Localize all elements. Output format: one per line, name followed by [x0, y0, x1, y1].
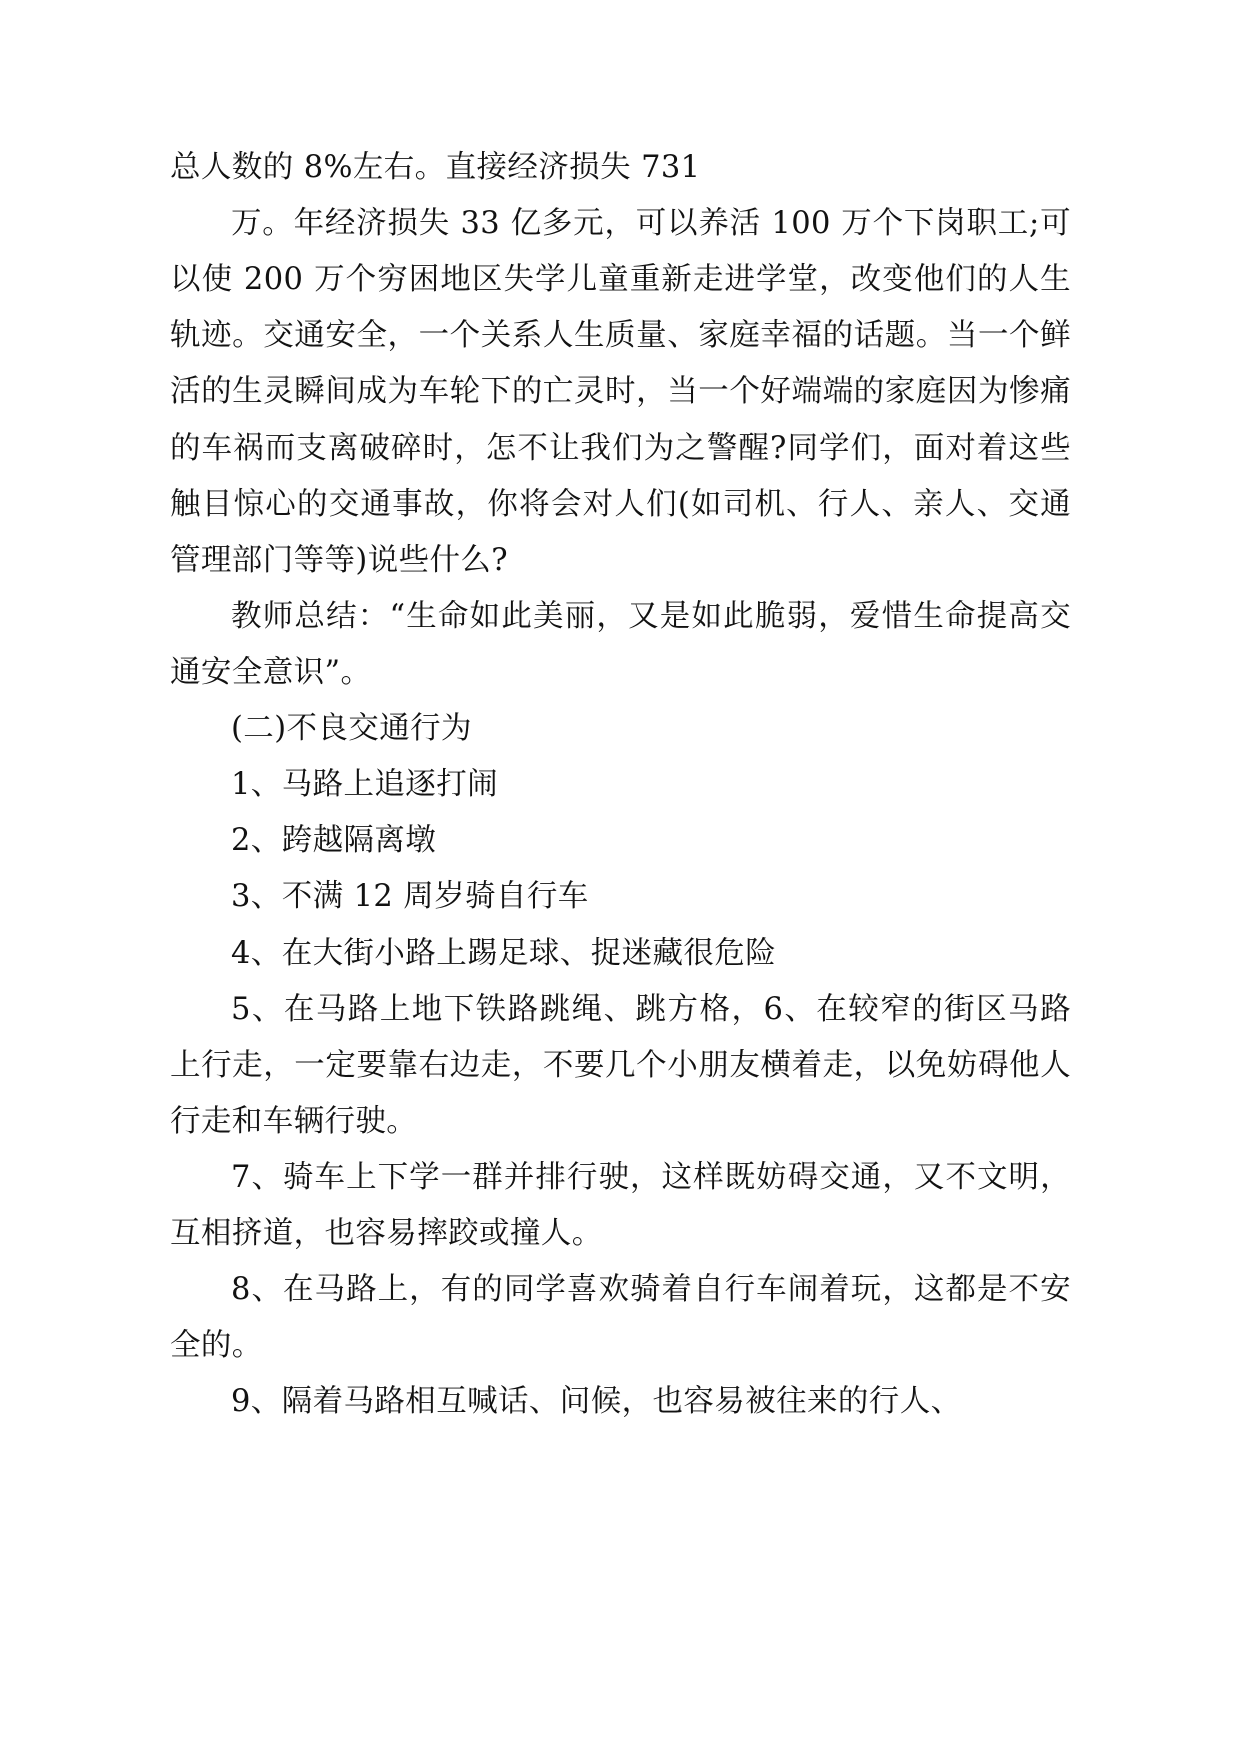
paragraph-teacher-summary: 教师总结：“生命如此美丽，又是如此脆弱，爱惜生命提高交通安全意识”。: [170, 598, 1071, 690]
paragraph-continued-top: 总人数的 8%左右。直接经济损失 731: [170, 150, 701, 185]
list-item-7: 7、骑车上下学一群并排行驶，这样既妨碍交通，又不文明，互相挤道，也容易摔跤或撞人。: [170, 1159, 1071, 1252]
list-item-9: 9、隔着马路相互喊话、问候，也容易被往来的行人、: [231, 1384, 962, 1420]
list-item-8: 8、在马路上，有的同学喜欢骑着自行车闹着玩，这都是不安全的。: [170, 1272, 1071, 1364]
paragraph-economic-loss: 万。年经济损失 33 亿多元，可以养活 100 万个下岗职工;可以使 200 万个穷困地区失学儿童重新走进学堂，改变他们的人生轨迹。交通安全，一个关系人生质量、家庭幸福的话题。当一个鲜活的生灵瞬间成为车轮下的亡灵时，当一个好端端的家庭因为惨痛的车祸而支离破碎时，怎不让我们为之警醒?同学们，面对着这些触目惊心的交通事故，你将会对人们(如司机、行人、亲人、交通管理部门等等)说些什么?: [170, 206, 1071, 578]
document-body: [170, 140, 1071, 1431]
list-item-5-and-6: 5、在马路上地下铁路跳绳、跳方格，6、在较窄的街区马路上行走，一定要靠右边走，不要几个小朋友横着走，以免妨碍他人行走和车辆行驶。: [170, 991, 1071, 1139]
paragraph-section-two-heading: (二)不良交通行为: [231, 711, 472, 747]
list-item-3: 3、不满 12 周岁骑自行车: [231, 879, 589, 915]
list-item-1: 1、马路上追逐打闹: [231, 767, 499, 803]
list-item-4: 4、在大街小路上踢足球、捉迷藏很危险: [231, 935, 777, 971]
list-item-2: 2、跨越隔离墩: [231, 823, 437, 859]
